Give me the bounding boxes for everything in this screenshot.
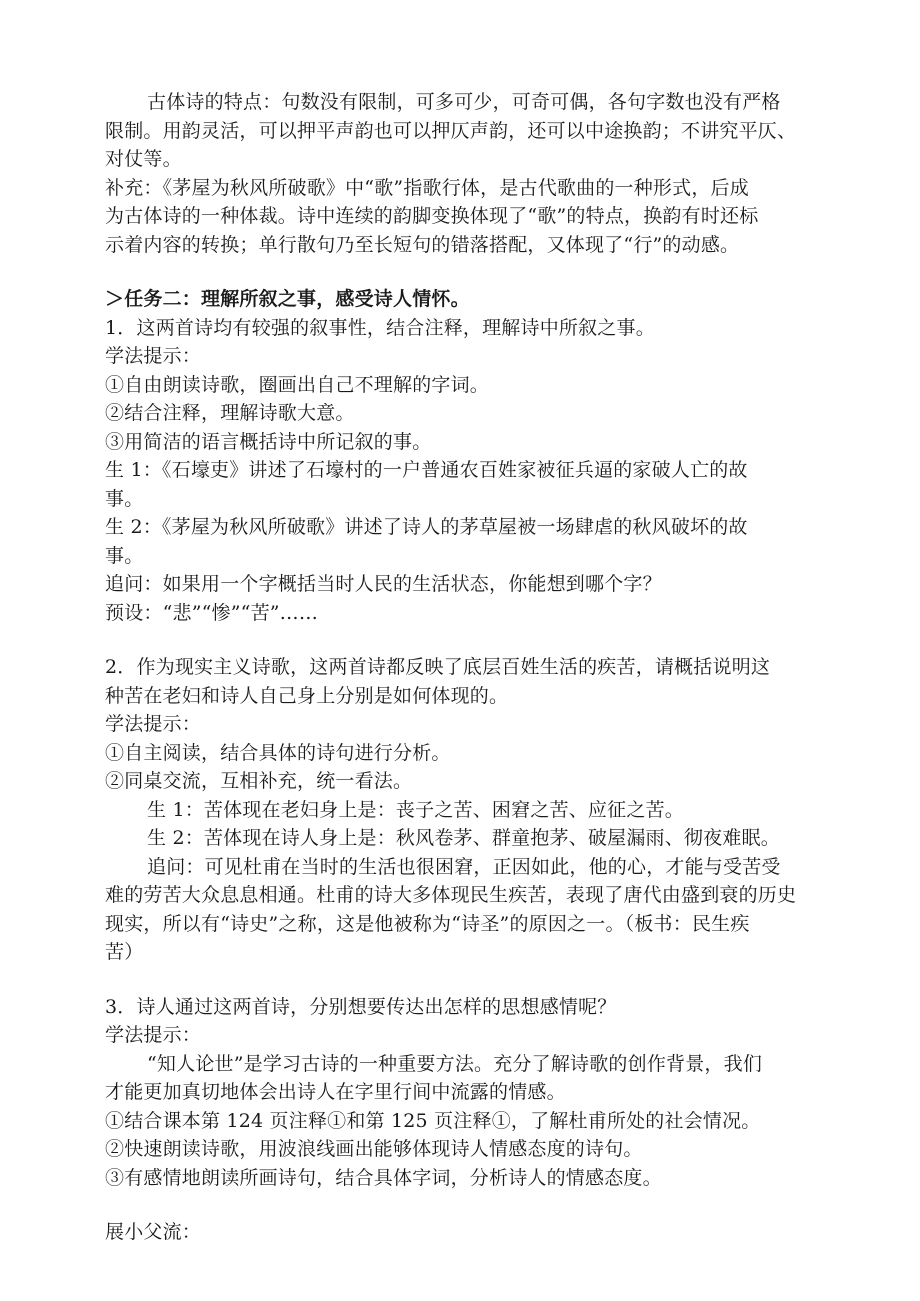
student-answer-2: 生 2：苦体现在诗人身上是：秋风卷茅、群童抱茅、破屋漏雨、彻夜难眠。 [147,827,780,849]
method-line: 才能更加真切地体会出诗人在字里行间中流露的情感。 [105,1081,566,1103]
student-answer-1: 生 1：苦体现在老妇身上是：丧子之苦、困窘之苦、应征之苦。 [147,798,684,821]
supplement-line: 补充：《茅屋为秋风所破歌》中“歌”指歌行体，是古代歌曲的一种形式，后成 [105,176,749,199]
intro-line: 古体诗的特点：句数没有限制，可多可少，可奇可偶，各句字数也没有严格 [147,91,781,113]
followup-line: 苦） [105,941,144,963]
question-2-line: 种苦在老妇和诗人自己身上分别是如何体现的。 [105,684,509,707]
method-intro: “知人论世”是学习古诗的一种重要方法。充分了解诗歌的创作背景，我们 [147,1052,763,1075]
intro-section [105,88,825,259]
question-2-line: ②同桌交流，互相补充，统一看法。 [105,770,413,792]
question-1-line: 生 2：《茅屋为秋风所破歌》讲述了诗人的茅草屋被一场肆虐的秋风破坏的故 [105,516,748,538]
intro-line: 对仗等。 [105,148,182,170]
question-3-line: 学法提示： [105,1024,202,1046]
spacer [105,627,825,653]
method-line: ③有感情地朗读所画诗句，结合具体字词，分析诗人的情感态度。 [105,1166,662,1189]
question-1-line: ①自由朗读诗歌，圈画出自己不理解的字词。 [105,373,490,396]
question-1-line: 学法提示： [105,345,202,367]
supplement-line: 为古体诗的一种体裁。诗中连续的韵脚变换体现了“歌”的特点，换韵有时还标 [105,205,759,227]
spacer [105,967,825,993]
question-2-line: ①自主阅读，结合具体的诗句进行分析。 [105,741,451,764]
supplement-line: 示着内容的转换；单行散句乃至长短句的错落搭配，又体现了“行”的动感。 [105,233,740,256]
question-1 [105,314,825,628]
task2-heading: ＞任务二：理解所叙之事，感受诗人情怀。 [105,288,470,310]
question-1-line: 事。 [105,487,144,510]
document-page [105,88,825,1247]
followup-line: 难的劳苦大众息息相通。杜甫的诗大多体现民生疾苦，表现了唐代由盛到衰的历史 [105,884,797,906]
spacer [105,259,825,285]
question-1-line: ③用简洁的语言概括诗中所记叙的事。 [105,430,432,453]
followup-line: 追问：可见杜甫在当时的生活也很困窘，正因如此，他的心，才能与受苦受 [147,855,781,878]
question-1-line: 事。 [105,544,144,567]
question-1-line: ②结合注释，理解诗歌大意。 [105,402,355,424]
spacer [105,1192,825,1218]
followup-line: 现实，所以有“诗史”之称，这是他被称为“诗圣”的原因之一。（板书：民生疾 [105,912,750,935]
method-line: ①结合课本第 124 页注释①和第 125 页注释①，了解杜甫所处的社会情况。 [105,1109,761,1132]
question-2-line: 学法提示： [105,713,202,735]
question-3-line: 3．诗人通过这两首诗，分别想要传达出怎样的思想感情呢？ [105,995,617,1018]
footer-line: 展小父流： [105,1221,202,1243]
question-3 [105,993,825,1193]
question-1-line: 预设：“悲”“惨”“苦”…… [105,601,319,624]
question-1-line: 1．这两首诗均有较强的叙事性，结合注释，理解诗中所叙之事。 [105,316,655,339]
intro-line: 限制。用韵灵活，可以押平声韵也可以押仄声韵，还可以中途换韵；不讲究平仄、 [105,119,797,142]
method-line: ②快速朗读诗歌，用波浪线画出能够体现诗人情感态度的诗句。 [105,1138,643,1160]
question-2-line: 2．作为现实主义诗歌，这两首诗都反映了底层百姓生活的疾苦，请概括说明这 [105,656,771,678]
question-2 [105,653,825,967]
question-1-line: 追问：如果用一个字概括当时人民的生活状态，你能想到哪个字？ [105,573,662,595]
question-1-line: 生 1：《石壕吏》讲述了石壕村的一户普通农百姓家被征兵逼的家破人亡的故 [105,459,748,481]
